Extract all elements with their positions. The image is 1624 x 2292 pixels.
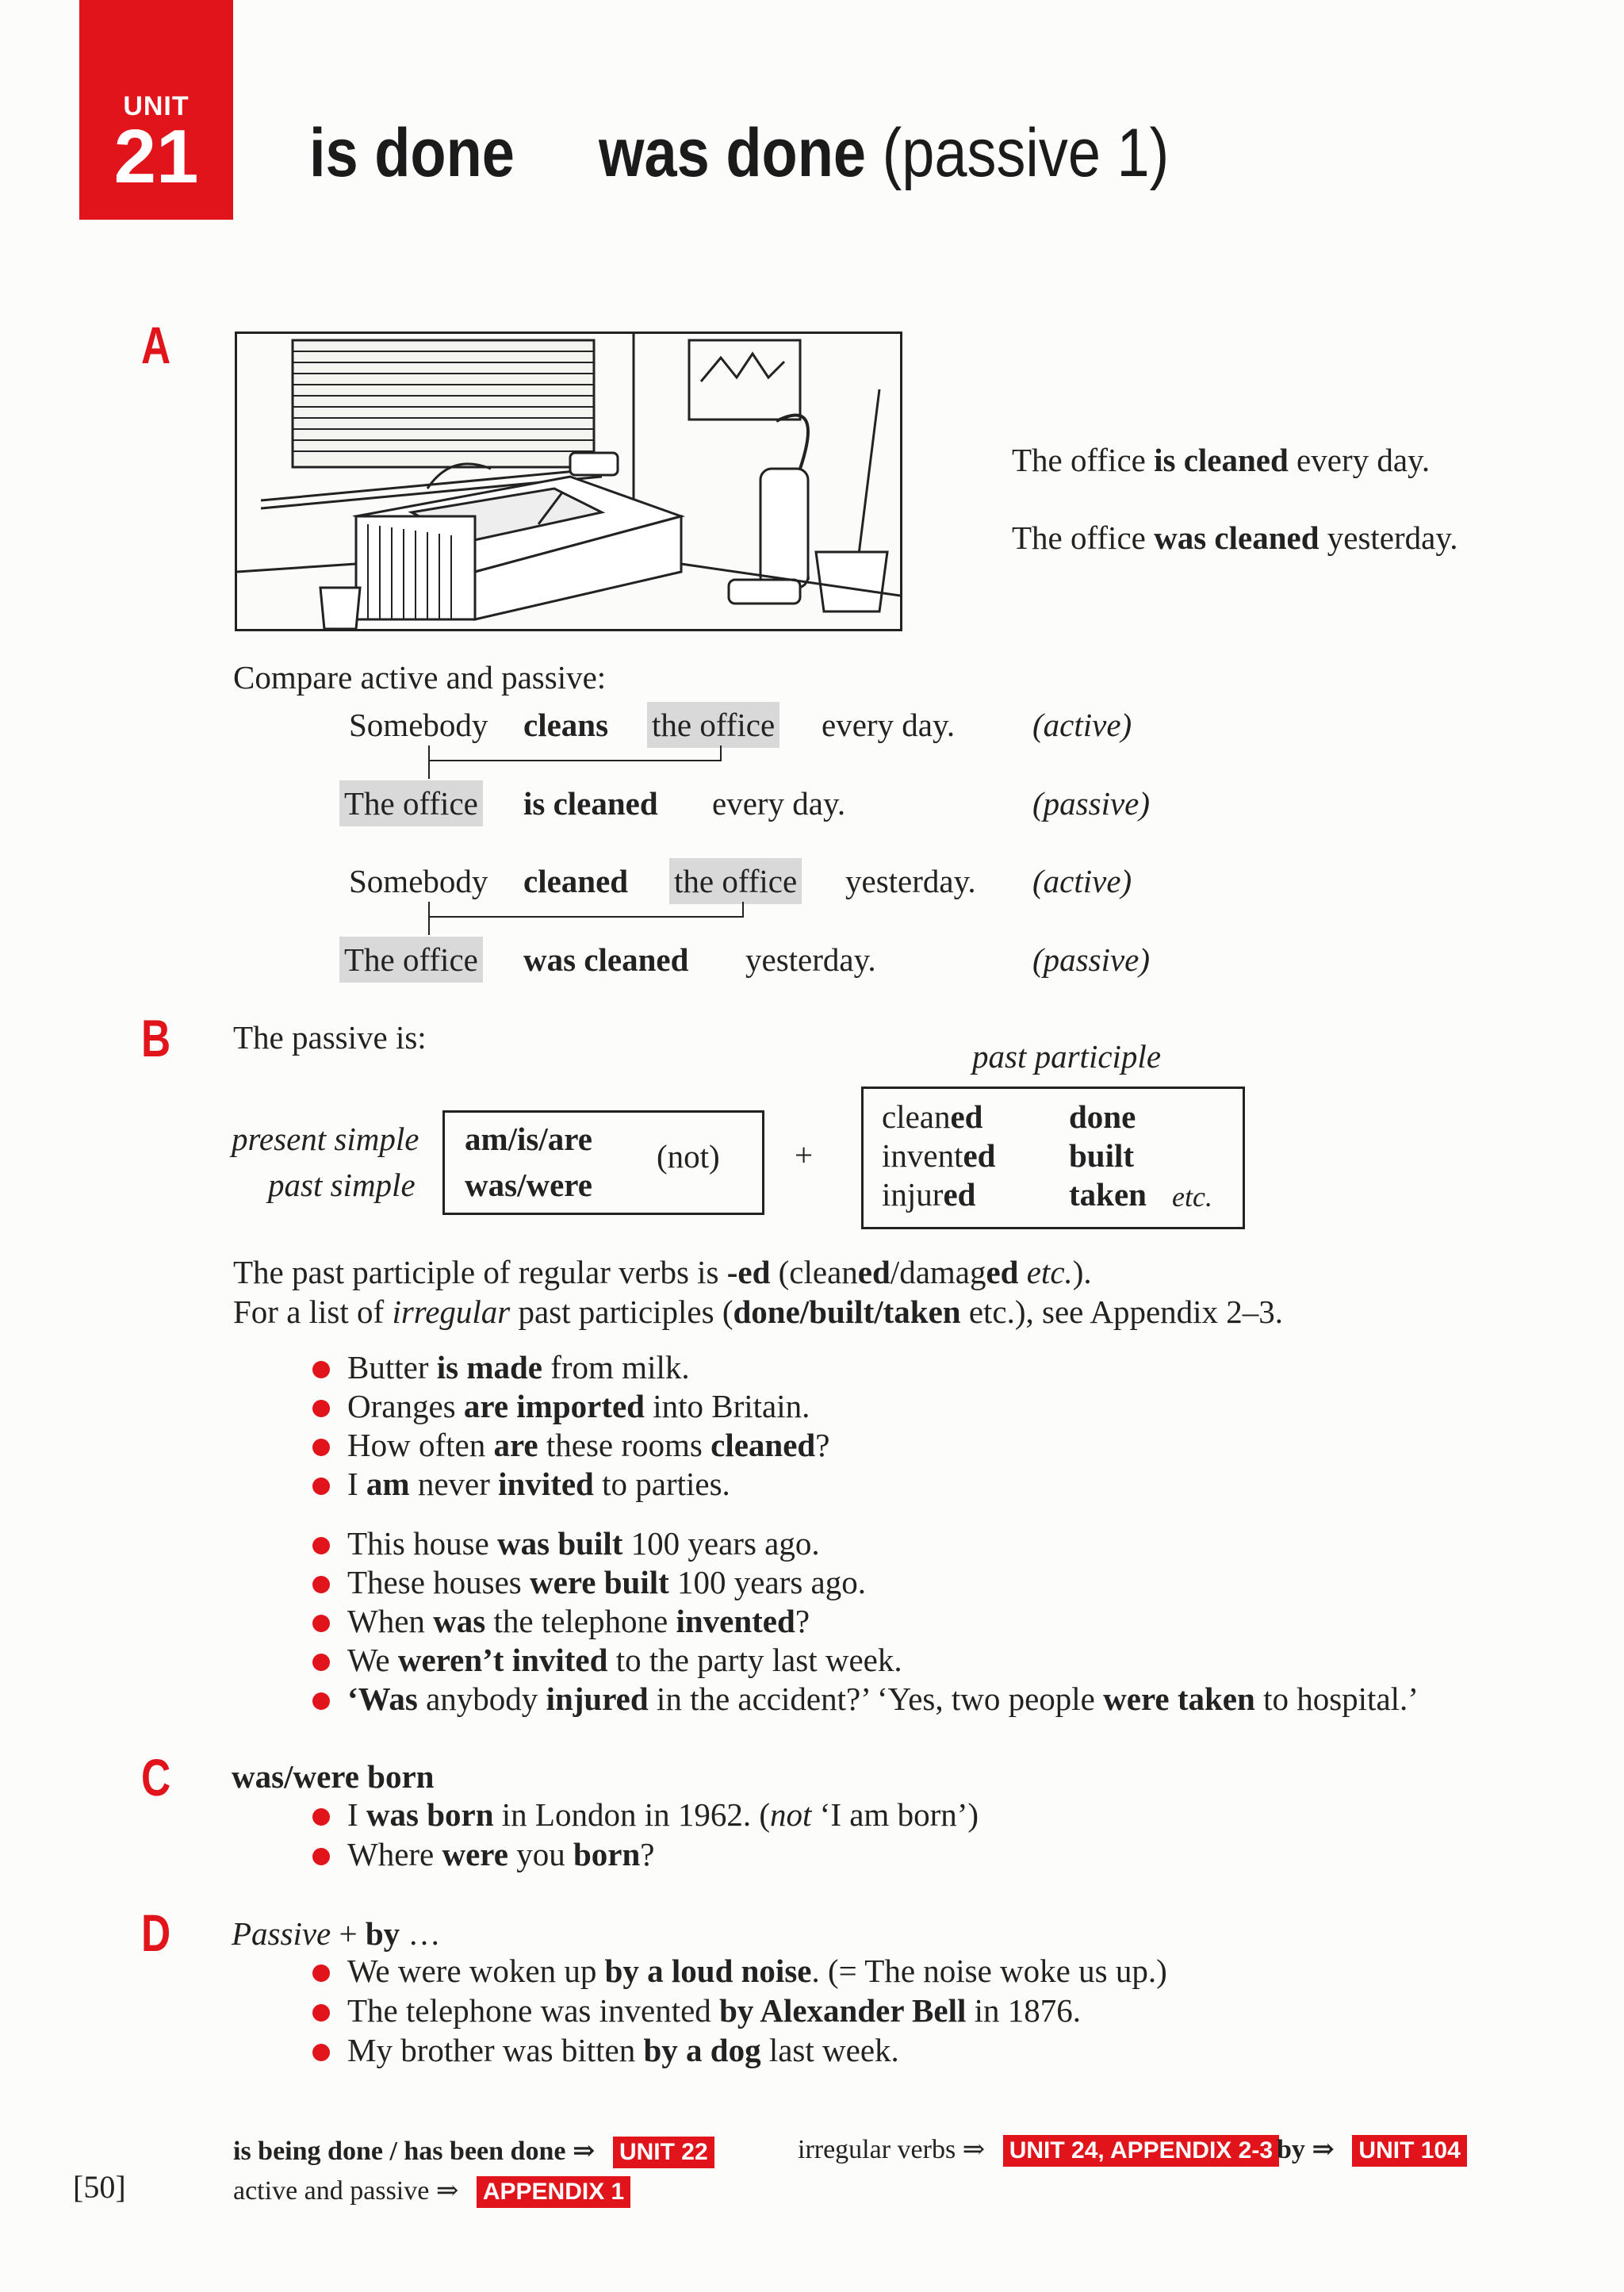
- note-irregular: [233, 1293, 1283, 1332]
- example-fragment: were taken: [1103, 1681, 1255, 1717]
- example-sentence: [347, 1387, 810, 1426]
- participle-irregular-1: done: [1069, 1098, 1136, 1135]
- auxiliary-present: am/is/are: [465, 1121, 592, 1157]
- example-fragment: We were woken up: [347, 1953, 605, 1989]
- example-fragment: was built: [497, 1525, 623, 1562]
- example-fragment: ?: [640, 1836, 655, 1872]
- page-title-2: [599, 115, 1170, 191]
- participle-regular-3-suffix: ed: [943, 1176, 976, 1213]
- bullet-icon: [312, 1615, 330, 1632]
- caption-past: [1012, 519, 1457, 558]
- title-part-1: is done: [309, 115, 515, 191]
- section-letter-a: A: [141, 316, 171, 374]
- bullet-icon: [312, 1361, 330, 1378]
- participle-regular-1: [882, 1098, 982, 1136]
- compare-row-2-time: every day.: [712, 785, 846, 822]
- example-fragment: from milk.: [542, 1349, 690, 1386]
- example-fragment: Oranges: [347, 1388, 464, 1424]
- bullet-icon: [312, 1848, 330, 1865]
- note-regular-b: -ed: [726, 1254, 771, 1290]
- compare-row-2-subject: The office: [339, 780, 483, 826]
- caption-past-pre: The office: [1012, 519, 1155, 556]
- ref-unit-24-text: irregular verbs ⇒: [798, 2135, 986, 2164]
- participle-regular-2-stem: invent: [882, 1137, 963, 1174]
- note-regular-g: etc.: [1018, 1254, 1073, 1290]
- caption-present-pre: The office: [1012, 442, 1155, 478]
- unit-badge: [79, 0, 233, 220]
- example-fragment: into Britain.: [644, 1388, 810, 1424]
- example-fragment: Butter: [347, 1349, 437, 1386]
- compare-intro: Compare active and passive:: [233, 659, 607, 696]
- participle-regular-2: [882, 1136, 995, 1175]
- compare-row-3-label: (active): [1032, 863, 1132, 899]
- bullet-icon: [312, 1964, 330, 1982]
- bullet-icon: [312, 1400, 330, 1417]
- bullet-icon: [312, 1439, 330, 1456]
- note-regular-d: ed: [857, 1254, 891, 1290]
- past-participle-label: past participle: [972, 1038, 1162, 1075]
- compare-row-4-subject: The office: [339, 937, 483, 983]
- not-label: (not): [657, 1138, 720, 1175]
- example-fragment: these rooms: [538, 1427, 711, 1463]
- example-fragment: in the accident?’ ‘Yes, two people: [648, 1681, 1104, 1717]
- note-irregular-d: done/built/taken: [733, 1294, 961, 1330]
- example-fragment: by Alexander Bell: [719, 1992, 967, 2029]
- note-regular: [233, 1253, 1092, 1292]
- compare-row-4-verb: was cleaned: [523, 941, 689, 978]
- participle-irregular-3: taken: [1069, 1176, 1147, 1213]
- note-irregular-c: past participles (: [510, 1294, 733, 1330]
- example-fragment: were: [442, 1836, 508, 1872]
- compare-row-1-time: every day.: [822, 707, 956, 743]
- section-letter-b: B: [141, 1009, 171, 1067]
- ref-unit-24: [798, 2133, 1279, 2167]
- note-regular-e: /damag: [890, 1254, 986, 1290]
- example-fragment: never: [409, 1466, 499, 1502]
- compare-arrow-2-tick: [428, 916, 430, 935]
- example-fragment: in 1876.: [966, 1992, 1082, 2029]
- ref-unit-22-link[interactable]: UNIT 22: [613, 2137, 714, 2168]
- note-irregular-a: For a list of: [233, 1294, 393, 1330]
- caption-present-post: every day.: [1288, 442, 1431, 478]
- example-fragment: These houses: [347, 1564, 530, 1600]
- participle-regular-3-stem: injur: [882, 1176, 944, 1213]
- example-fragment: in London in 1962. (: [493, 1796, 771, 1833]
- compare-row-2-verb: is cleaned: [523, 785, 658, 822]
- example-fragment: born: [573, 1836, 641, 1872]
- example-fragment: anybody: [417, 1681, 546, 1717]
- bullet-icon: [312, 2004, 330, 2022]
- example-fragment: I: [347, 1796, 366, 1833]
- ref-unit-22: [233, 2135, 714, 2168]
- ref-unit-104: [1277, 2133, 1467, 2167]
- example-sentence: [347, 1465, 730, 1504]
- example-fragment: This house: [347, 1525, 498, 1562]
- example-fragment: Where: [347, 1836, 442, 1872]
- example-fragment: by a dog: [643, 2032, 761, 2068]
- caption-present: [1012, 441, 1430, 480]
- ref-appendix-1-link[interactable]: APPENDIX 1: [477, 2176, 630, 2208]
- bullet-icon: [312, 1537, 330, 1554]
- passive-intro: The passive is:: [233, 1019, 427, 1056]
- title-part-2-rest: (passive 1): [882, 115, 1170, 191]
- compare-arrow-1: [428, 745, 722, 761]
- example-fragment: ?: [795, 1603, 810, 1639]
- example-fragment: My brother was bitten: [347, 2032, 644, 2068]
- compare-row-1-verb: cleans: [523, 707, 609, 743]
- example-fragment: to hospital.’: [1254, 1681, 1419, 1717]
- compare-row-1-label: (active): [1032, 707, 1132, 743]
- compare-arrow-2: [428, 902, 744, 918]
- example-sentence: [347, 1680, 1419, 1719]
- compare-row-2-label: (passive): [1032, 785, 1151, 822]
- bullet-icon: [312, 1692, 330, 1710]
- section-c-heading: was/were born: [232, 1758, 435, 1795]
- example-fragment: ?: [815, 1427, 830, 1463]
- participle-etc: etc.: [1172, 1181, 1212, 1213]
- compare-row-4-label: (passive): [1032, 941, 1151, 978]
- unit-number: 21: [113, 114, 199, 199]
- page-number: [50]: [73, 2169, 126, 2205]
- example-fragment: are: [493, 1427, 538, 1463]
- example-fragment: am: [366, 1466, 410, 1502]
- example-fragment: cleaned: [710, 1427, 816, 1463]
- ref-unit-22-text: is being done / has been done ⇒: [233, 2137, 596, 2166]
- example-sentence: [347, 1348, 690, 1387]
- unit-label: UNIT: [123, 91, 190, 121]
- section-d-heading-italic: Passive: [232, 1915, 331, 1952]
- ref-appendix-1-text: active and passive ⇒: [233, 2176, 459, 2206]
- participle-regular-3: [882, 1175, 975, 1214]
- auxiliary-past: was/were: [465, 1167, 592, 1203]
- section-letter-c: C: [141, 1748, 171, 1807]
- ref-appendix-1: [233, 2175, 630, 2208]
- example-fragment: weren’t invited: [397, 1642, 608, 1678]
- example-fragment: ‘I am born’): [811, 1796, 979, 1833]
- example-fragment: you: [508, 1836, 573, 1872]
- page-title: [309, 115, 515, 191]
- example-fragment: to the party last week.: [607, 1642, 902, 1678]
- caption-past-bold: was cleaned: [1154, 519, 1320, 556]
- example-sentence: [347, 1835, 654, 1874]
- example-sentence: [347, 1426, 829, 1465]
- title-part-2-bold: was done: [599, 115, 867, 191]
- example-sentence: [347, 1563, 866, 1602]
- section-d-heading-plus: +: [331, 1915, 366, 1952]
- example-fragment: was: [433, 1603, 486, 1639]
- ref-unit-104-text: by ⇒: [1277, 2135, 1335, 2164]
- caption-past-post: yesterday.: [1319, 519, 1458, 556]
- example-fragment: were built: [530, 1564, 669, 1600]
- ref-unit-104-link[interactable]: UNIT 104: [1352, 2135, 1466, 2167]
- section-d-heading: [232, 1914, 440, 1953]
- note-regular-f: ed: [986, 1254, 1019, 1290]
- note-irregular-e: etc.), see Appendix 2–3.: [960, 1294, 1284, 1330]
- compare-row-1-object: the office: [647, 702, 779, 748]
- example-fragment: I: [347, 1466, 366, 1502]
- example-sentence: [347, 2031, 899, 2070]
- compare-row-3-subject: Somebody: [349, 863, 488, 899]
- example-sentence: [347, 1602, 810, 1641]
- section-d-heading-tail: …: [400, 1915, 441, 1952]
- office-illustration: [235, 332, 902, 631]
- note-regular-c: (clean: [770, 1254, 858, 1290]
- compare-row-3-object: the office: [669, 858, 802, 904]
- example-fragment: We: [347, 1642, 398, 1678]
- example-fragment: was born: [366, 1796, 494, 1833]
- example-fragment: not: [770, 1796, 812, 1833]
- example-fragment: are imported: [463, 1388, 645, 1424]
- bullet-icon: [312, 1576, 330, 1593]
- example-sentence: [347, 1952, 1167, 1991]
- example-sentence: [347, 1641, 902, 1680]
- example-fragment: ‘Was: [347, 1681, 418, 1717]
- example-fragment: the telephone: [485, 1603, 676, 1639]
- example-fragment: When: [347, 1603, 434, 1639]
- example-sentence: [347, 1524, 820, 1563]
- note-regular-a: The past participle of regular verbs is: [233, 1254, 727, 1290]
- ref-unit-24-link[interactable]: UNIT 24, APPENDIX 2-3: [1003, 2135, 1279, 2167]
- example-fragment: invited: [498, 1466, 594, 1502]
- example-fragment: 100 years ago.: [668, 1564, 866, 1600]
- compare-row-4-time: yesterday.: [745, 941, 876, 978]
- participle-regular-1-stem: clean: [882, 1098, 951, 1135]
- bullet-icon: [312, 1808, 330, 1826]
- tense-past-simple: past simple: [268, 1167, 416, 1203]
- compare-row-3-time: yesterday.: [845, 863, 976, 899]
- example-fragment: invented: [676, 1603, 795, 1639]
- example-fragment: is made: [436, 1349, 542, 1386]
- example-fragment: last week.: [760, 2032, 899, 2068]
- plus-sign: +: [795, 1136, 814, 1173]
- compare-arrow-1-tick: [428, 760, 430, 779]
- tense-present-simple: present simple: [232, 1121, 419, 1157]
- example-fragment: by a loud noise: [604, 1953, 812, 1989]
- participle-regular-1-suffix: ed: [950, 1098, 983, 1135]
- example-sentence: [347, 1796, 979, 1834]
- note-irregular-b: irregular: [392, 1294, 511, 1330]
- example-fragment: to parties.: [593, 1466, 730, 1502]
- example-fragment: 100 years ago.: [622, 1525, 820, 1562]
- bullet-icon: [312, 1478, 330, 1495]
- compare-row-3-verb: cleaned: [523, 863, 629, 899]
- bullet-icon: [312, 2044, 330, 2061]
- participle-regular-2-suffix: ed: [963, 1137, 996, 1174]
- example-fragment: The telephone was invented: [347, 1992, 720, 2029]
- compare-row-1-subject: Somebody: [349, 707, 488, 743]
- section-letter-d: D: [141, 1903, 171, 1962]
- note-regular-h: ).: [1072, 1254, 1092, 1290]
- caption-present-bold: is cleaned: [1154, 442, 1289, 478]
- participle-irregular-2: built: [1069, 1137, 1135, 1174]
- bullet-icon: [312, 1654, 330, 1671]
- example-fragment: How often: [347, 1427, 494, 1463]
- section-d-heading-by: by: [365, 1915, 400, 1952]
- example-sentence: [347, 1991, 1081, 2030]
- example-fragment: injured: [546, 1681, 649, 1717]
- example-fragment: . (= The noise woke us up.): [811, 1953, 1167, 1989]
